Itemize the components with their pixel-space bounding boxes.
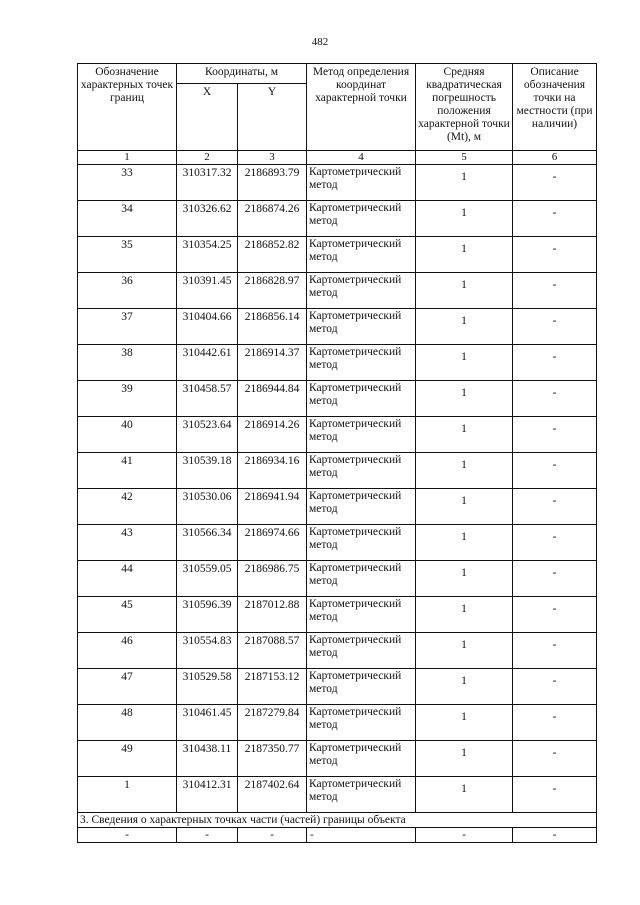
x-coordinate-cell: 310458.57 bbox=[177, 381, 238, 417]
mean-error-cell: 1 bbox=[416, 705, 513, 741]
x-coordinate-cell: 310539.18 bbox=[177, 453, 238, 489]
mean-error-cell: 1 bbox=[416, 597, 513, 633]
y-coordinate-cell: 2187153.12 bbox=[238, 669, 307, 705]
description-cell: - bbox=[513, 777, 597, 813]
section-title: 3. Сведения о характерных точках части (частей) границы объекта bbox=[78, 813, 597, 828]
table-row bbox=[78, 777, 597, 813]
point-number-cell: 38 bbox=[78, 345, 177, 381]
y-coordinate-cell: 2187088.57 bbox=[238, 633, 307, 669]
x-coordinate-cell: 310523.64 bbox=[177, 417, 238, 453]
description-cell: - bbox=[513, 381, 597, 417]
description-cell: - bbox=[513, 309, 597, 345]
y-coordinate-cell: 2186941.94 bbox=[238, 489, 307, 525]
method-cell: Картометрический метод bbox=[307, 741, 416, 777]
table-row bbox=[78, 237, 597, 273]
y-coordinate-cell: 2186914.37 bbox=[238, 345, 307, 381]
table-row bbox=[78, 597, 597, 633]
x-coordinate-cell: 310530.06 bbox=[177, 489, 238, 525]
y-coordinate-cell: 2186944.84 bbox=[238, 381, 307, 417]
table-row bbox=[78, 417, 597, 453]
header-point-designation: Обозначение характерных точек границ bbox=[78, 64, 177, 151]
method-cell: Картометрический метод bbox=[307, 201, 416, 237]
x-coordinate-cell: 310554.83 bbox=[177, 633, 238, 669]
empty-cell: - bbox=[177, 828, 238, 843]
x-coordinate-cell: 310404.66 bbox=[177, 309, 238, 345]
description-cell: - bbox=[513, 201, 597, 237]
mean-error-cell: 1 bbox=[416, 381, 513, 417]
mean-error-cell: 1 bbox=[416, 777, 513, 813]
point-number-cell: 44 bbox=[78, 561, 177, 597]
table-row bbox=[78, 633, 597, 669]
empty-cell: - bbox=[416, 828, 513, 843]
mean-error-cell: 1 bbox=[416, 165, 513, 201]
empty-cell: - bbox=[513, 828, 597, 843]
method-cell: Картометрический метод bbox=[307, 633, 416, 669]
method-cell: Картометрический метод bbox=[307, 381, 416, 417]
mean-error-cell: 1 bbox=[416, 237, 513, 273]
point-number-cell: 45 bbox=[78, 597, 177, 633]
point-number-cell: 1 bbox=[78, 777, 177, 813]
point-number-cell: 47 bbox=[78, 669, 177, 705]
y-coordinate-cell: 2187350.77 bbox=[238, 741, 307, 777]
point-number-cell: 49 bbox=[78, 741, 177, 777]
column-number: 2 bbox=[177, 151, 238, 165]
description-cell: - bbox=[513, 237, 597, 273]
mean-error-cell: 1 bbox=[416, 633, 513, 669]
method-cell: Картометрический метод bbox=[307, 561, 416, 597]
y-coordinate-cell: 2186852.82 bbox=[238, 237, 307, 273]
empty-cell: - bbox=[307, 828, 416, 843]
y-coordinate-cell: 2186828.97 bbox=[238, 273, 307, 309]
point-number-cell: 48 bbox=[78, 705, 177, 741]
method-cell: Картометрический метод bbox=[307, 345, 416, 381]
header-coordinates: Координаты, м bbox=[177, 64, 307, 84]
mean-error-cell: 1 bbox=[416, 525, 513, 561]
table-row bbox=[78, 669, 597, 705]
mean-error-cell: 1 bbox=[416, 309, 513, 345]
table-row bbox=[78, 525, 597, 561]
mean-error-cell: 1 bbox=[416, 561, 513, 597]
y-coordinate-cell: 2187402.64 bbox=[238, 777, 307, 813]
empty-cell: - bbox=[238, 828, 307, 843]
mean-error-cell: 1 bbox=[416, 345, 513, 381]
description-cell: - bbox=[513, 453, 597, 489]
y-coordinate-cell: 2187279.84 bbox=[238, 705, 307, 741]
description-cell: - bbox=[513, 525, 597, 561]
column-number: 4 bbox=[307, 151, 416, 165]
table-row bbox=[78, 561, 597, 597]
x-coordinate-cell: 310596.39 bbox=[177, 597, 238, 633]
table-row bbox=[78, 309, 597, 345]
method-cell: Картометрический метод bbox=[307, 489, 416, 525]
point-number-cell: 40 bbox=[78, 417, 177, 453]
point-number-cell: 37 bbox=[78, 309, 177, 345]
table-row bbox=[78, 165, 597, 201]
description-cell: - bbox=[513, 489, 597, 525]
header-x: X bbox=[177, 84, 238, 151]
y-coordinate-cell: 2186914.26 bbox=[238, 417, 307, 453]
point-number-cell: 42 bbox=[78, 489, 177, 525]
empty-cell: - bbox=[78, 828, 177, 843]
y-coordinate-cell: 2186856.14 bbox=[238, 309, 307, 345]
y-coordinate-cell: 2186874.26 bbox=[238, 201, 307, 237]
mean-error-cell: 1 bbox=[416, 489, 513, 525]
column-numbers-row bbox=[78, 151, 597, 165]
method-cell: Картометрический метод bbox=[307, 525, 416, 561]
description-cell: - bbox=[513, 417, 597, 453]
y-coordinate-cell: 2186934.16 bbox=[238, 453, 307, 489]
mean-error-cell: 1 bbox=[416, 273, 513, 309]
y-coordinate-cell: 2186974.66 bbox=[238, 525, 307, 561]
point-number-cell: 34 bbox=[78, 201, 177, 237]
method-cell: Картометрический метод bbox=[307, 453, 416, 489]
mean-error-cell: 1 bbox=[416, 417, 513, 453]
description-cell: - bbox=[513, 741, 597, 777]
y-coordinate-cell: 2186893.79 bbox=[238, 165, 307, 201]
x-coordinate-cell: 310461.45 bbox=[177, 705, 238, 741]
table-row bbox=[78, 489, 597, 525]
mean-error-cell: 1 bbox=[416, 669, 513, 705]
section-row bbox=[78, 813, 597, 828]
column-number: 6 bbox=[513, 151, 597, 165]
description-cell: - bbox=[513, 705, 597, 741]
x-coordinate-cell: 310566.34 bbox=[177, 525, 238, 561]
header-y: Y bbox=[238, 84, 307, 151]
x-coordinate-cell: 310354.25 bbox=[177, 237, 238, 273]
description-cell: - bbox=[513, 597, 597, 633]
method-cell: Картометрический метод bbox=[307, 597, 416, 633]
method-cell: Картометрический метод bbox=[307, 777, 416, 813]
description-cell: - bbox=[513, 669, 597, 705]
point-number-cell: 46 bbox=[78, 633, 177, 669]
table-row bbox=[78, 201, 597, 237]
page-number: 482 bbox=[311, 36, 329, 48]
method-cell: Картометрический метод bbox=[307, 273, 416, 309]
point-number-cell: 35 bbox=[78, 237, 177, 273]
x-coordinate-cell: 310529.58 bbox=[177, 669, 238, 705]
x-coordinate-cell: 310326.62 bbox=[177, 201, 238, 237]
table-row bbox=[78, 345, 597, 381]
x-coordinate-cell: 310438.11 bbox=[177, 741, 238, 777]
mean-error-cell: 1 bbox=[416, 453, 513, 489]
method-cell: Картометрический метод bbox=[307, 669, 416, 705]
point-number-cell: 33 bbox=[78, 165, 177, 201]
point-number-cell: 36 bbox=[78, 273, 177, 309]
description-cell: - bbox=[513, 345, 597, 381]
x-coordinate-cell: 310559.05 bbox=[177, 561, 238, 597]
column-number: 5 bbox=[416, 151, 513, 165]
column-number: 3 bbox=[238, 151, 307, 165]
point-number-cell: 39 bbox=[78, 381, 177, 417]
description-cell: - bbox=[513, 165, 597, 201]
header-method: Метод определения координат характерной точки bbox=[307, 64, 416, 151]
header-description: Описание обозначения точки на местности (при наличии) bbox=[513, 64, 597, 151]
x-coordinate-cell: 310391.45 bbox=[177, 273, 238, 309]
empty-row bbox=[78, 828, 597, 843]
table-row bbox=[78, 273, 597, 309]
table-row bbox=[78, 741, 597, 777]
point-number-cell: 43 bbox=[78, 525, 177, 561]
x-coordinate-cell: 310442.61 bbox=[177, 345, 238, 381]
description-cell: - bbox=[513, 561, 597, 597]
y-coordinate-cell: 2187012.88 bbox=[238, 597, 307, 633]
y-coordinate-cell: 2186986.75 bbox=[238, 561, 307, 597]
table-row bbox=[78, 381, 597, 417]
method-cell: Картометрический метод bbox=[307, 705, 416, 741]
method-cell: Картометрический метод bbox=[307, 165, 416, 201]
header-mean-error: Средняя квадратическая погрешность положения характерной точки (Mt), м bbox=[416, 64, 513, 151]
coordinates-table bbox=[77, 63, 597, 843]
mean-error-cell: 1 bbox=[416, 201, 513, 237]
description-cell: - bbox=[513, 633, 597, 669]
table-row bbox=[78, 453, 597, 489]
method-cell: Картометрический метод bbox=[307, 237, 416, 273]
description-cell: - bbox=[513, 273, 597, 309]
method-cell: Картометрический метод bbox=[307, 417, 416, 453]
table-row bbox=[78, 705, 597, 741]
x-coordinate-cell: 310317.32 bbox=[177, 165, 238, 201]
method-cell: Картометрический метод bbox=[307, 309, 416, 345]
column-number: 1 bbox=[78, 151, 177, 165]
x-coordinate-cell: 310412.31 bbox=[177, 777, 238, 813]
point-number-cell: 41 bbox=[78, 453, 177, 489]
mean-error-cell: 1 bbox=[416, 741, 513, 777]
